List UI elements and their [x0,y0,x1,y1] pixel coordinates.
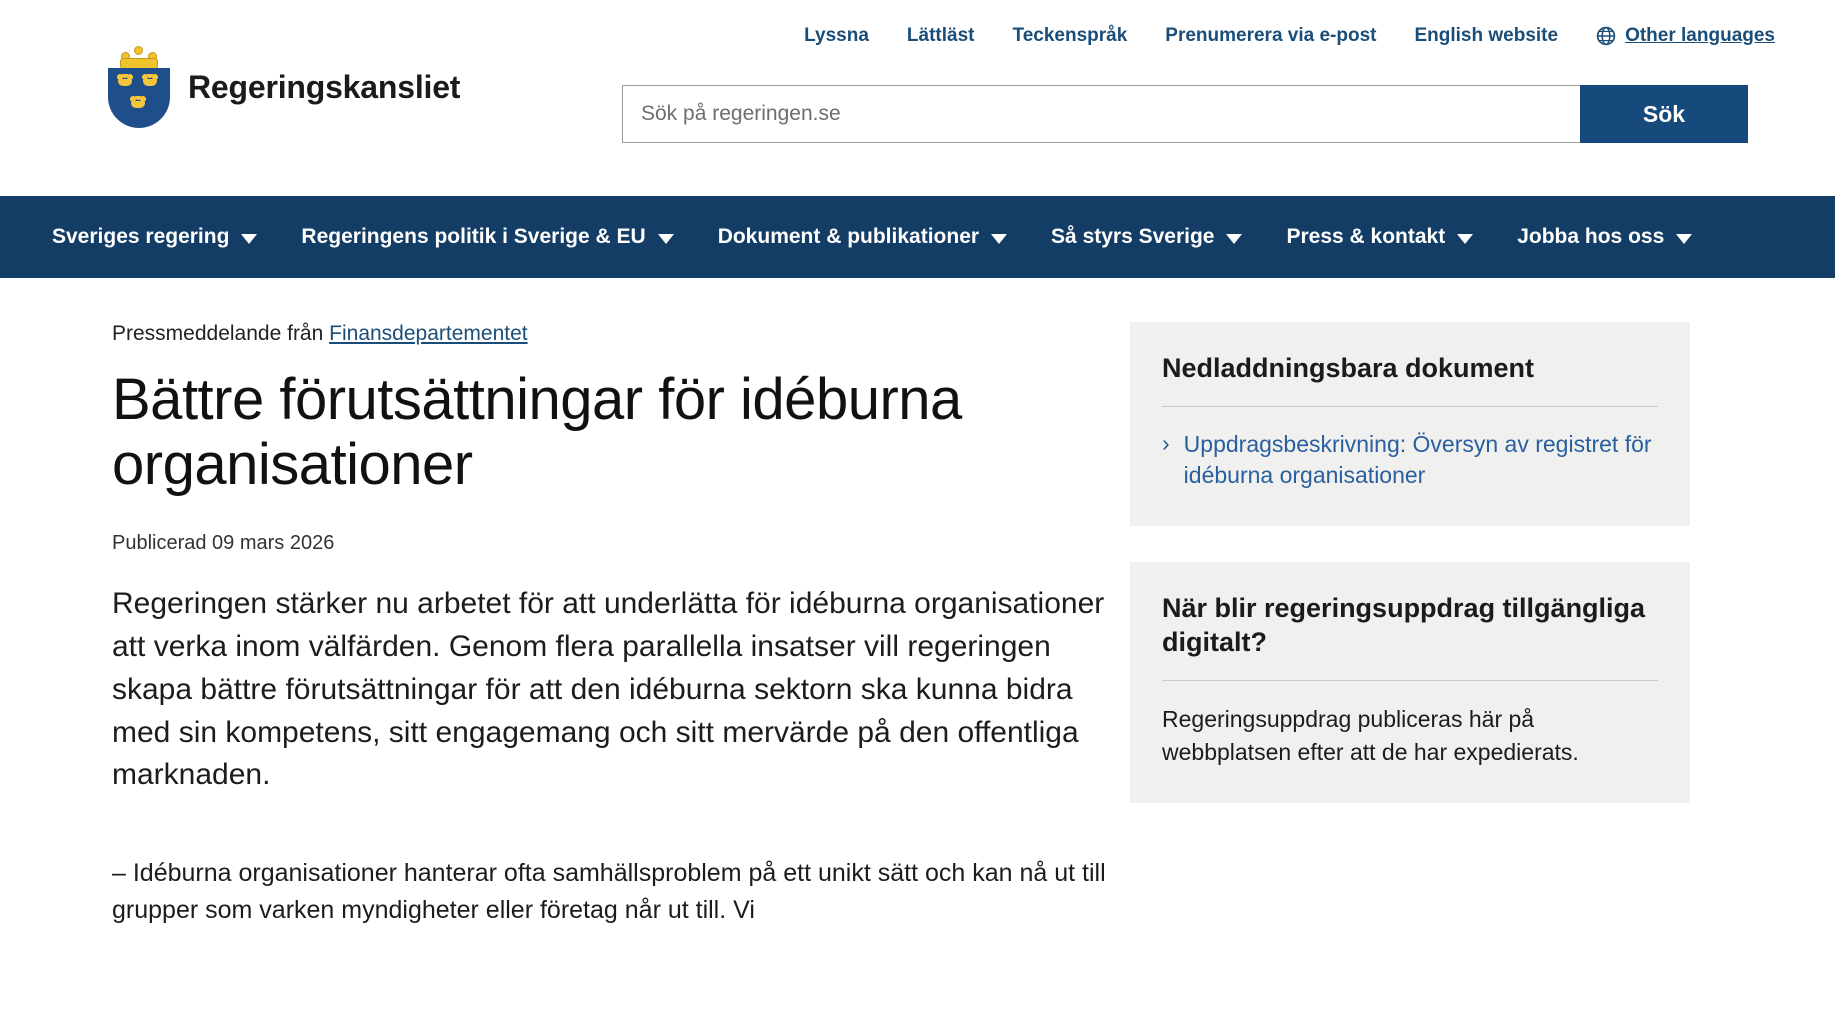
article-column [0,278,1130,1018]
nav-sa-styrs-sverige[interactable] [1029,196,1264,278]
article-lead: Regeringen stärker nu arbetet för att underlätta för idéburna organisationer att verka inom välfärden. Genom flera parallella insatser vill regeringen skapa bättre förutsättningar för att den idéburna sektorn ska kunna bidra med sin kompetens, sitt engagemang och sitt mervärde på den offentliga marknaden. [112,586,1105,792]
chevron-down-icon [658,234,674,244]
swedish-coat-of-arms-icon [108,46,170,128]
site-logo[interactable] [108,46,460,128]
search-input[interactable] [622,85,1580,143]
divider [1162,406,1658,407]
kicker-department-link[interactable]: Finansdepartementet [329,322,528,345]
utility-navigation [804,25,1775,47]
site-search [622,85,1748,143]
search-button[interactable]: Sök [1580,85,1748,143]
globe-icon [1596,26,1616,46]
utility-link-english[interactable]: English website [1414,25,1559,46]
utility-link-other-languages-label: Other languages [1625,25,1775,46]
utility-link-lattlast[interactable]: Lättläst [906,25,975,46]
chevron-down-icon [991,234,1007,244]
divider [1162,680,1658,681]
nav-sveriges-regering[interactable] [30,196,279,278]
sidebar-document-link-label: Uppdragsbeskrivning: Översyn av registret för idéburna organisationer [1183,430,1652,489]
utility-link-lyssna[interactable]: Lyssna [804,25,869,46]
nav-regeringens-politik-label: Regeringens politik i Sverige & EU [301,225,646,248]
nav-press-kontakt[interactable] [1264,196,1495,278]
published-date: Publicerad 09 mars 2026 [112,531,335,554]
nav-press-kontakt-label: Press & kontakt [1286,225,1446,248]
nav-jobba-hos-oss-label: Jobba hos oss [1517,225,1665,248]
nav-sa-styrs-sverige-label: Så styrs Sverige [1051,225,1215,248]
page-content [0,278,1835,1018]
nav-dokument-publikationer[interactable] [696,196,1029,278]
sidebar-documents-title: Nedladdningsbara dokument [1162,353,1535,383]
utility-link-teckensprak[interactable]: Teckenspråk [1012,25,1128,46]
kicker-prefix: Pressmeddelande från [112,322,330,345]
site-logo-text: Regeringskansliet [188,68,461,105]
nav-dokument-publikationer-label: Dokument & publikationer [717,225,980,248]
nav-jobba-hos-oss[interactable] [1495,196,1714,278]
article-body-paragraph: – Idéburna organisationer hanterar ofta samhällsproblem på ett unikt sätt och kan nå ut till grupper som varken myndigheter eller företag når ut till. Vi [112,859,1106,925]
chevron-right-icon: › [1162,429,1170,456]
sidebar [1130,278,1690,1018]
nav-regeringens-politik[interactable] [279,196,695,278]
sidebar-info-text: Regeringsuppdrag publiceras här på webbplatsen efter att de har expedierats. [1162,705,1579,766]
utility-link-other-languages[interactable] [1596,25,1775,47]
site-header [0,0,1835,196]
chevron-down-icon [1226,234,1242,244]
page-title: Bättre förutsättningar för idéburna organisationer [112,367,962,497]
nav-sveriges-regering-label: Sveriges regering [52,225,230,248]
utility-link-prenumerera[interactable]: Prenumerera via e-post [1165,25,1377,46]
chevron-down-icon [241,234,257,244]
breadcrumb [112,322,1130,346]
chevron-down-icon [1676,234,1692,244]
sidebar-info-title: När blir regeringsuppdrag tillgängliga digitalt? [1162,593,1646,657]
chevron-down-icon [1457,234,1473,244]
sidebar-info-box [1130,562,1690,803]
sidebar-documents-box [1130,322,1690,526]
sidebar-document-link[interactable] [1162,429,1658,492]
main-navigation [0,196,1835,278]
